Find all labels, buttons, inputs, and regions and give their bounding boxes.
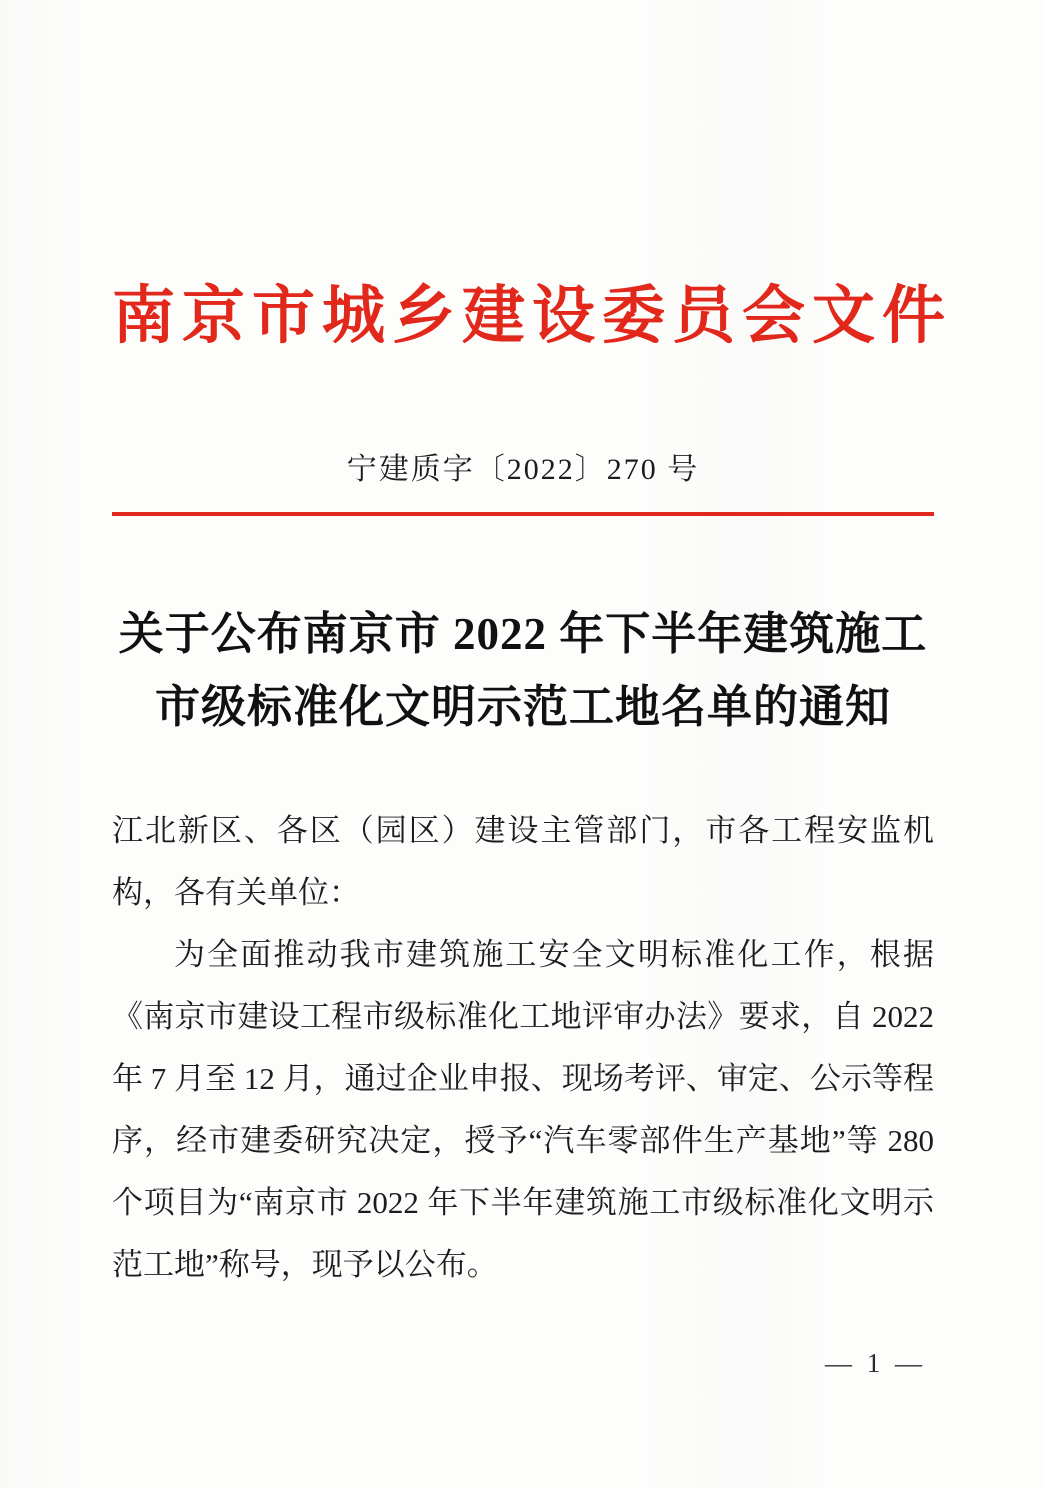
document-number: 宁建质字〔2022〕270 号	[346, 452, 700, 486]
notice-body	[112, 800, 934, 1296]
notice-title	[112, 598, 934, 744]
notice-title-line1: 关于公布南京市 2022 年下半年建筑施工	[118, 608, 928, 659]
body-paragraph: 为全面推动我市建筑施工安全文明标准化工作，根据《南京市建设工程市级标准化工地评审办法》要求，自 2022 年 7 月至 12 月，通过企业申报、现场考评、审定、公示等程序，经市建委研究决定，授予“汽车零部件生产基地”等 280 个项目为“南京市 2022 年下半年建筑施工市级标准化文明示范工地”称号，现予以公布。	[112, 936, 934, 1282]
red-divider-rule	[112, 512, 934, 516]
page-number: — 1 —	[825, 1348, 926, 1378]
body-salutation: 江北新区、各区（园区）建设主管部门，市各工程安监机构，各有关单位：	[112, 812, 934, 910]
org-masthead-title: 南京市城乡建设委员会文件	[112, 281, 952, 351]
notice-title-line2: 市级标准化文明示范工地名单的通知	[154, 681, 891, 732]
